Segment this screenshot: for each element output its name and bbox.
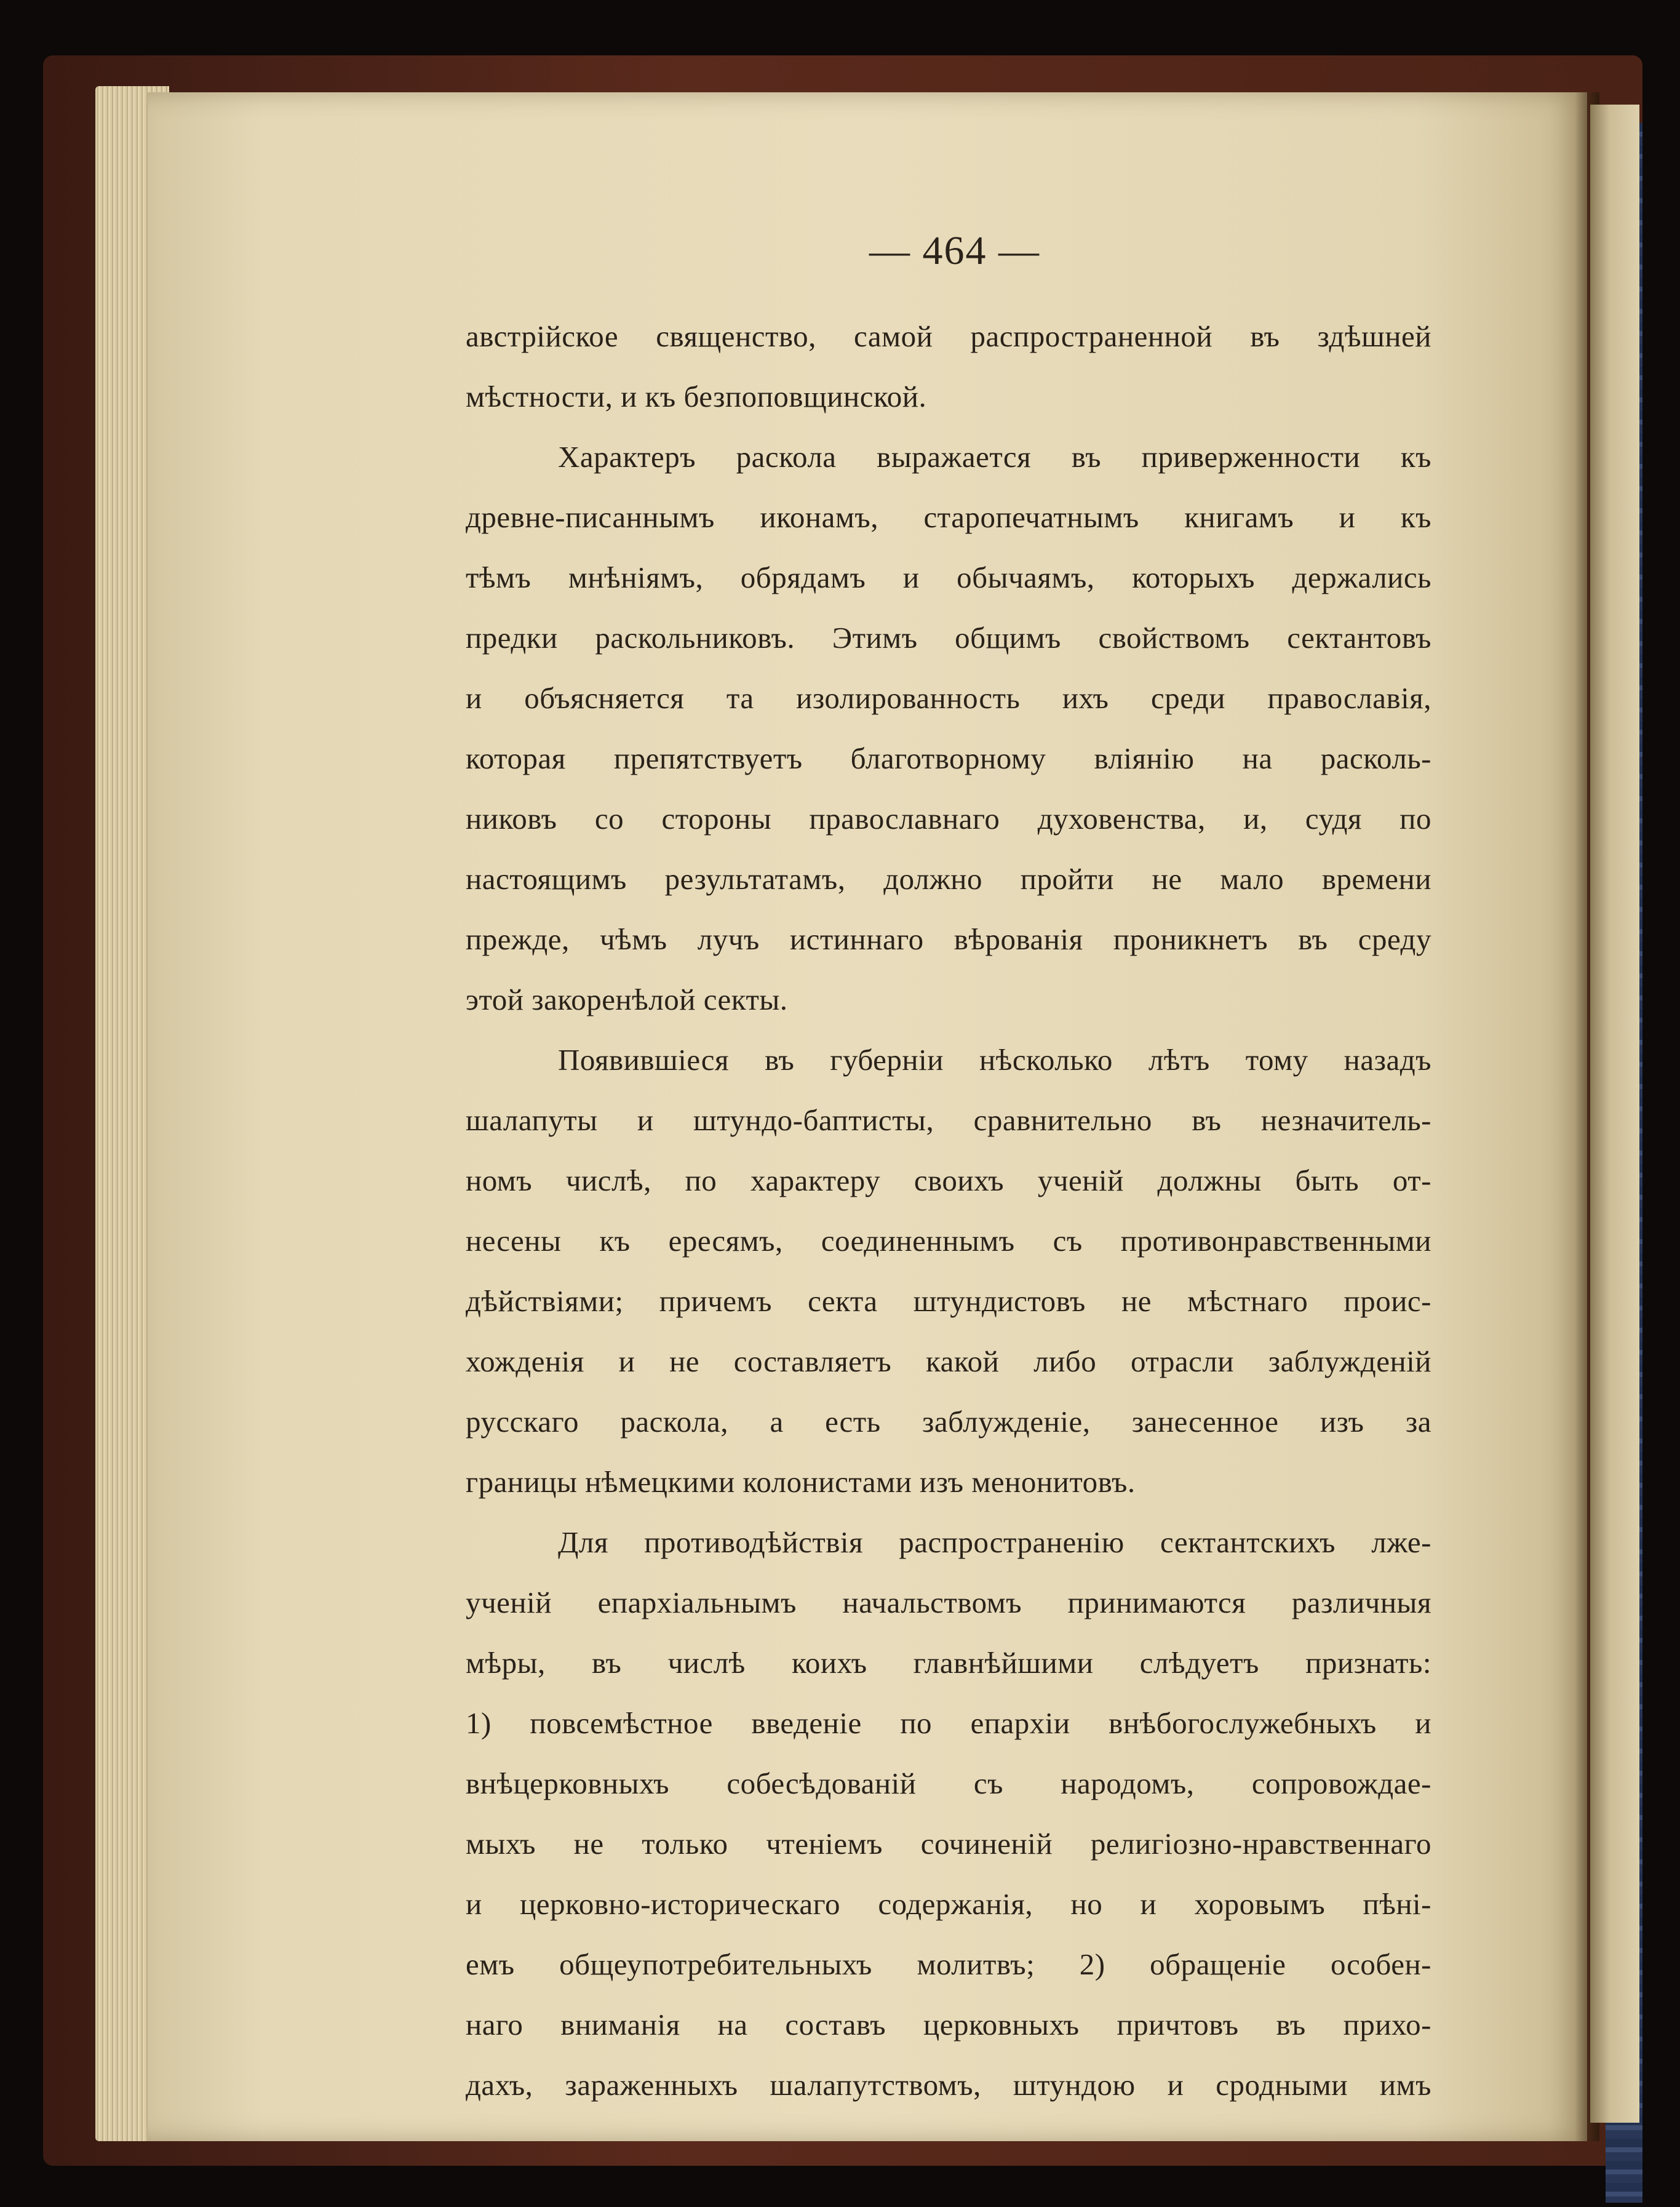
text-line: хожденія и не составляетъ какой либо отрасли заблужденій [466,1344,1431,1378]
text-line: несены къ ересямъ, соединеннымъ съ противонравственными [466,1224,1431,1258]
text-line: никовъ со стороны православнаго духовенства, и, судя по [466,802,1431,836]
text-line: мѣры, въ числѣ коихъ главнѣйшими слѣдуетъ признать: [466,1646,1431,1680]
body-text [466,306,1431,2115]
text-line: прежде, чѣмъ лучъ истиннаго вѣрованія проникнетъ въ среду [466,922,1431,956]
text-line: Для противодѣйствія распространенію сектантскихъ лже- [558,1525,1431,1559]
text-line: Появившіеся въ губерніи нѣсколько лѣтъ тому назадъ [558,1043,1431,1077]
text-line: дѣйствіями; причемъ секта штундистовъ не мѣстнаго проис- [466,1284,1431,1318]
text-line: и церковно-историческаго содержанія, но и хоровымъ пѣні- [466,1887,1431,1921]
text-line: границы нѣмецкими колонистами изъ менонитовъ. [466,1465,1136,1499]
text-line: древне-писаннымъ иконамъ, старопечатнымъ книгамъ и къ [466,500,1431,534]
text-line: дахъ, зараженныхъ шалапутствомъ, штундою и сродными имъ [466,2068,1431,2102]
text-line: русскаго раскола, а есть заблужденіе, занесенное изъ за [466,1405,1431,1439]
facing-page [1590,105,1639,2123]
page-text-block [466,228,1431,2115]
text-line: и объясняется та изолированность ихъ среди православія, [466,681,1431,715]
text-line: тѣмъ мнѣніямъ, обрядамъ и обычаямъ, которыхъ держались [466,561,1431,594]
page-number: — 464 — [869,228,1040,273]
text-line: мѣстности, и къ безпоповщинской. [466,380,927,413]
text-line: номъ числѣ, по характеру своихъ ученій должны быть от- [466,1163,1431,1197]
text-line: Характеръ раскола выражается въ приверженности къ [558,440,1431,474]
text-line: настоящимъ результатамъ, должно пройти не мало времени [466,862,1431,896]
text-line: наго вниманія на составъ церковныхъ причтовъ въ прихо- [466,2008,1431,2041]
text-line: емъ общеупотребительныхъ молитвъ; 2) обращеніе особен- [466,1947,1431,1981]
text-line: внѣцерковныхъ собесѣдованій съ народомъ, сопровождае- [466,1766,1431,1800]
text-line: мыхъ не только чтеніемъ сочиненій религіозно-нравственнаго [466,1827,1431,1861]
text-line: шалапуты и штундо-баптисты, сравнительно въ незначитель- [466,1103,1431,1137]
text-line: ученій епархіальнымъ начальствомъ принимаются различныя [466,1586,1431,1619]
text-line: австрійское священство, самой распространенной въ здѣшней [466,319,1431,353]
text-line: которая препятствуетъ благотворному вліянію на расколь- [466,741,1431,775]
text-line: этой закоренѣлой секты. [466,983,788,1016]
text-line: 1) повсемѣстное введеніе по епархіи внѣбогослужебныхъ и [466,1706,1431,1740]
text-line: предки раскольниковъ. Этимъ общимъ свойствомъ сектантовъ [466,621,1431,655]
